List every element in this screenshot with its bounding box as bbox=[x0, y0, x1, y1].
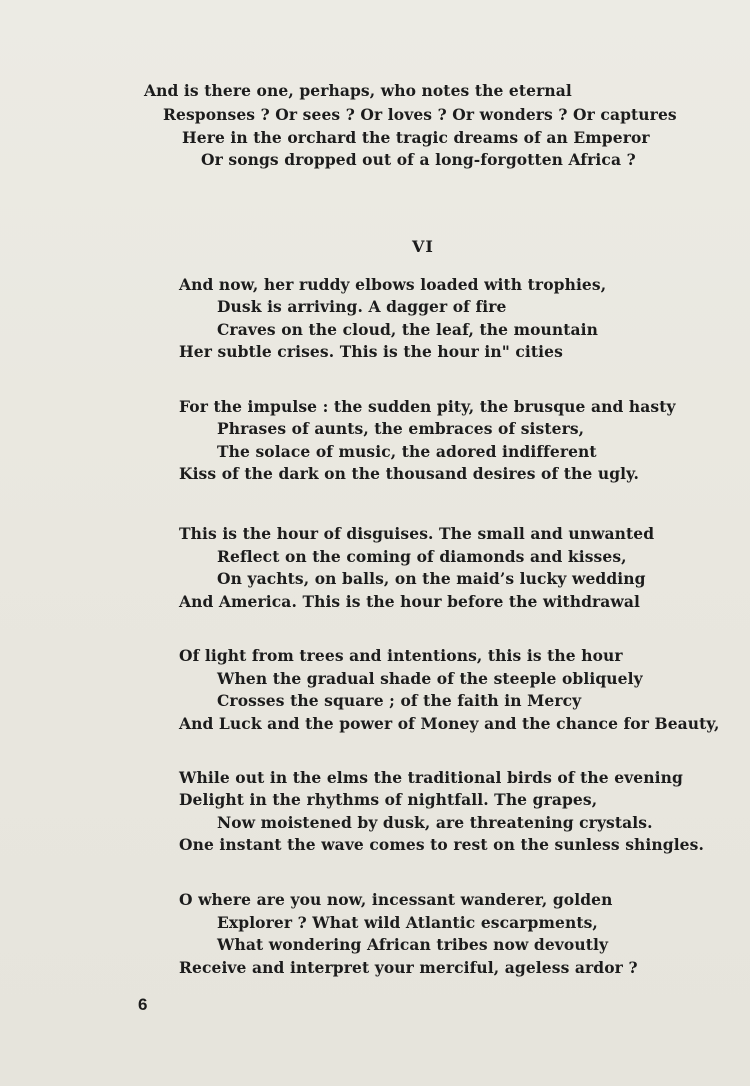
poem-line: And is there one, perhaps, who notes the eternal bbox=[144, 81, 572, 100]
poem-line: And America. This is the hour before the withdrawal bbox=[179, 592, 640, 611]
section-title: VI bbox=[412, 237, 434, 256]
poem-line: Dusk is arriving. A dagger of fire bbox=[217, 297, 507, 316]
poem-line: What wondering African tribes now devoutly bbox=[217, 935, 609, 954]
poem-line: Here in the orchard the tragic dreams of an Emperor bbox=[182, 128, 650, 147]
poem-line: Or songs dropped out of a long-forgotten Africa ? bbox=[201, 150, 636, 169]
poem-line: Kiss of the dark on the thousand desires of the ugly. bbox=[179, 464, 639, 483]
poem-line: Phrases of aunts, the embraces of sisters, bbox=[217, 419, 585, 438]
poem-line: While out in the elms the traditional birds of the evening bbox=[179, 768, 683, 787]
poem-line: O where are you now, incessant wanderer, golden bbox=[179, 890, 613, 909]
poem-line: Receive and interpret your merciful, ageless ardor ? bbox=[179, 958, 638, 977]
poem-line: This is the hour of disguises. The small and unwanted bbox=[179, 524, 655, 543]
poem-line: Delight in the rhythms of nightfall. The grapes, bbox=[179, 790, 598, 809]
poem-line: And Luck and the power of Money and the chance for Beauty, bbox=[179, 714, 720, 733]
poem-line: Reflect on the coming of diamonds and kisses, bbox=[217, 547, 627, 566]
poem-line: On yachts, on balls, on the maid’s lucky wedding bbox=[217, 569, 646, 588]
poem-line: Explorer ? What wild Atlantic escarpments, bbox=[217, 913, 598, 932]
poem-line: For the impulse : the sudden pity, the brusque and hasty bbox=[179, 397, 676, 416]
poem-line: The solace of music, the adored indifferent bbox=[217, 442, 597, 461]
poem-line: Crosses the square ; of the faith in Mercy bbox=[217, 691, 582, 710]
page-number: 6 bbox=[138, 995, 148, 1014]
poem-line: Her subtle crises. This is the hour in" cities bbox=[179, 342, 563, 361]
poem-line: And now, her ruddy elbows loaded with trophies, bbox=[179, 275, 607, 294]
poem-line: One instant the wave comes to rest on the sunless shingles. bbox=[179, 835, 704, 854]
poem-line: Craves on the cloud, the leaf, the mountain bbox=[217, 320, 599, 339]
poem-line: Responses ? Or sees ? Or loves ? Or wonders ? Or captures bbox=[163, 105, 677, 124]
poem-line: When the gradual shade of the steeple obliquely bbox=[217, 669, 643, 688]
poem-line: Now moistened by dusk, are threatening crystals. bbox=[217, 813, 653, 832]
poem-line: Of light from trees and intentions, this is the hour bbox=[179, 646, 623, 665]
